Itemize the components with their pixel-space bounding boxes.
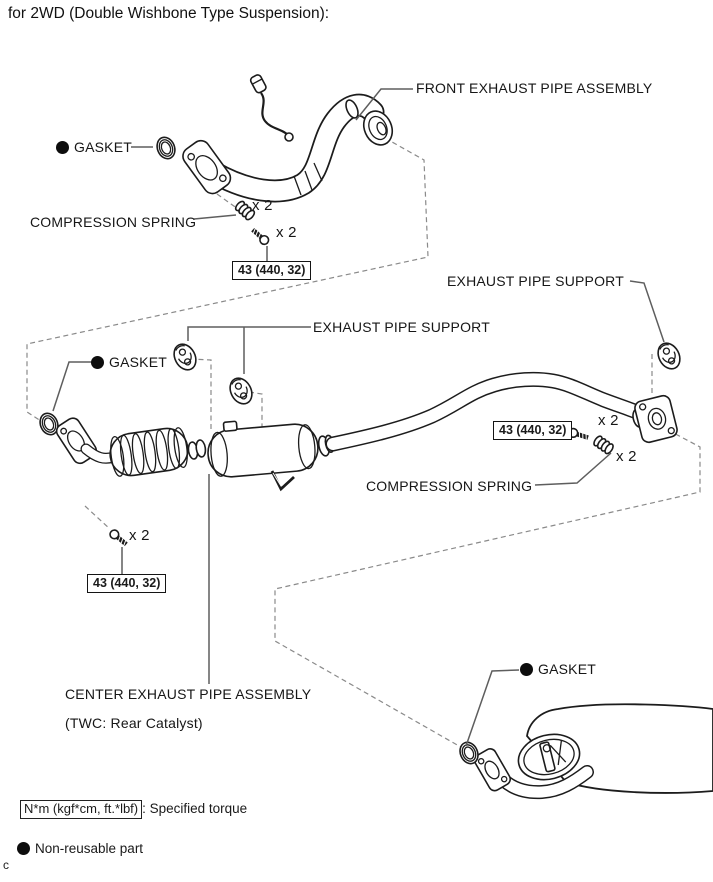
non-reusable-dot-icon: [91, 356, 104, 369]
front-pipe-assembly-label: FRONT EXHAUST PIPE ASSEMBLY: [416, 80, 653, 96]
non-reusable-dot-icon: [17, 842, 30, 855]
quantity-label-4: x 2: [616, 448, 637, 465]
torque-unit-desc: : Specified torque: [142, 801, 248, 816]
gasket-1-drawing: [154, 135, 178, 162]
exhaust-pipe-support-label-right: EXHAUST PIPE SUPPORT: [447, 273, 624, 289]
tail-muffler-drawing: [457, 704, 713, 793]
torque-spec-box-1: 43 (440, 32): [232, 261, 311, 280]
oxygen-sensor-connector: [249, 74, 267, 94]
exhaust-pipe-support-label-mid: EXHAUST PIPE SUPPORT: [313, 319, 490, 335]
center-pipe-assembly-label: CENTER EXHAUST PIPE ASSEMBLY: [65, 686, 312, 702]
catalytic-converter: [107, 426, 190, 478]
exhaust-pipe-support-2-drawing: [226, 374, 256, 407]
legend-non-reusable: [17, 841, 143, 856]
gasket-label-2-text: GASKET: [109, 354, 167, 370]
torque-spec-box-3: 43 (440, 32): [87, 574, 166, 593]
oxygen-sensor-boss: [285, 133, 293, 141]
exhaust-pipe-support-3-drawing: [654, 339, 684, 372]
gasket-label-1: [56, 139, 132, 155]
gasket-label-3: [520, 661, 596, 677]
torque-spec-box-2: 43 (440, 32): [493, 421, 572, 440]
page-footnote: c: [3, 858, 9, 872]
leader-lines: [53, 89, 664, 746]
gasket-label-3-text: GASKET: [538, 661, 596, 677]
quantity-label-2: x 2: [276, 224, 297, 241]
gasket-label-1-text: GASKET: [74, 139, 132, 155]
non-reusable-dot-icon: [520, 663, 533, 676]
exhaust-pipe-support-1-drawing: [170, 340, 200, 373]
gasket-label-2: [91, 354, 167, 370]
quantity-label-1: x 2: [252, 197, 273, 214]
legend-specified-torque: [20, 801, 247, 816]
bolt-1-drawing: [250, 226, 270, 246]
quantity-label-3: x 2: [598, 412, 619, 429]
resonator-body: [205, 414, 319, 478]
center-exhaust-pipe-drawing: [37, 339, 684, 547]
compression-spring-label-1: COMPRESSION SPRING: [30, 214, 197, 230]
non-reusable-dot-icon: [56, 141, 69, 154]
quantity-label-5: x 2: [129, 527, 150, 544]
center-pipe-note-label: (TWC: Rear Catalyst): [65, 715, 203, 731]
center-pipe-outlet-flange: [630, 394, 679, 444]
bolt-3-drawing: [108, 528, 129, 547]
page-title: for 2WD (Double Wishbone Type Suspension):: [8, 5, 330, 22]
non-reusable-text: Non-reusable part: [35, 841, 144, 856]
compression-spring-label-2: COMPRESSION SPRING: [366, 478, 533, 494]
torque-unit-box: N*m (kgf*cm, ft.*lbf): [20, 800, 142, 819]
compression-spring-2-drawing: [592, 435, 614, 455]
